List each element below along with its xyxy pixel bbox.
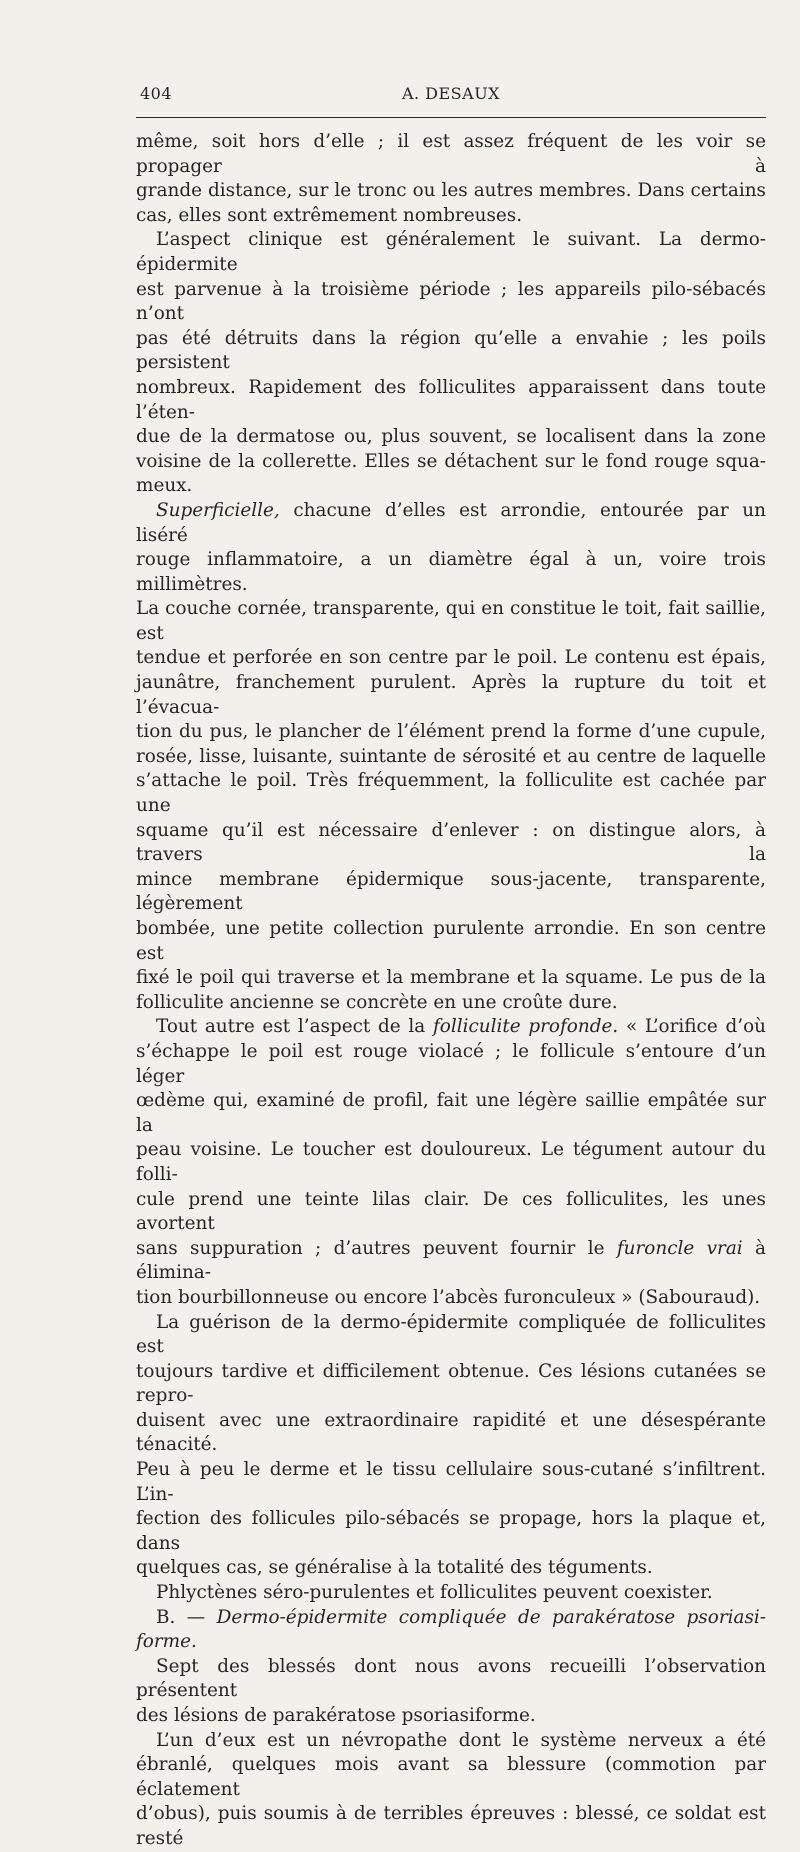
- text-line: [136, 474, 766, 499]
- text-line: [136, 1581, 766, 1606]
- text-run: Peu à peu le derme et le tissu cellulaire sous-cutané s’infiltrent. L’in-: [136, 1459, 766, 1505]
- text-run: bombée, une petite collection purulente arrondie. En son centre est: [136, 918, 766, 964]
- text-run: rosée, lisse, luisante, suintante de sérosité et au centre de laquelle: [136, 745, 766, 767]
- text-line: [136, 597, 766, 646]
- text-run: meux.: [136, 475, 193, 497]
- text-run: Tout autre est l’aspect de la: [156, 1016, 433, 1038]
- text-line: [136, 1237, 766, 1286]
- text-run: fection des follicules pilo-sébacés se propage, hors la plaque et, dans: [136, 1508, 766, 1554]
- text-line: [136, 1704, 766, 1729]
- text-run: s’échappe le poil est rouge violacé ; le follicule s’entoure d’un léger: [136, 1040, 766, 1087]
- text-run: « L’orifice d’où: [618, 1016, 766, 1038]
- text-line: [136, 278, 766, 327]
- running-head-author: A. DESAUX: [401, 84, 501, 103]
- text-run: même, soit hors d’elle ; il est assez fréquent de les voir se propager à: [136, 131, 766, 177]
- text-run: tion bourbillonneuse ou encore l’abcès furonculeux » (Sabouraud).: [136, 1286, 761, 1308]
- text-line: [136, 1089, 766, 1138]
- text-line: [136, 966, 766, 991]
- text-run: quelques cas, se généralise à la totalité des téguments.: [136, 1557, 653, 1579]
- text-run: folliculite ancienne se concrète en une croûte dure.: [136, 991, 618, 1013]
- text-run: nombreux. Rapidement des folliculites apparaissent dans toute l’éten-: [136, 376, 766, 423]
- text-line: [136, 1753, 766, 1802]
- text-run: chacune d’elles est arrondie, entourée par un liséré: [136, 499, 766, 546]
- text-run: des lésions de parakératose psoriasiforme.: [136, 1705, 536, 1726]
- text-run: B. —: [156, 1606, 217, 1628]
- text-line: [136, 1802, 766, 1851]
- text-line: [136, 671, 766, 720]
- italic-text: forme.: [136, 1631, 197, 1653]
- text-line: [136, 1458, 766, 1507]
- text-line: [136, 499, 766, 548]
- text-line: [136, 1188, 766, 1237]
- text-run: fixé le poil qui traverse et la membrane et la squame. Le pus de la: [136, 967, 766, 989]
- text-line: [136, 1409, 766, 1458]
- text-line: [136, 1606, 766, 1631]
- text-line: [136, 204, 766, 229]
- text-run: L’un d’eux est un névropathe dont le système nerveux a été: [156, 1729, 766, 1751]
- body-text: [136, 130, 766, 1852]
- text-line: [136, 1630, 766, 1655]
- text-run: Sept des blessés dont nous avons recueilli l’observation présentent: [136, 1655, 766, 1702]
- text-line: [136, 1729, 766, 1754]
- text-line: [136, 179, 766, 204]
- header-rule: [136, 117, 766, 118]
- text-run: pas été détruits dans la région qu’elle a envahie ; les poils persistent: [136, 327, 766, 374]
- italic-text: furoncle vrai: [616, 1237, 743, 1259]
- text-line: [136, 425, 766, 450]
- text-run: sans suppuration ; d’autres peuvent fournir le: [136, 1237, 617, 1259]
- text-run: s’attache le poil. Très fréquemment, la folliculite est cachée par une: [136, 770, 766, 817]
- text-run: cule prend une teinte lilas clair. De ces folliculites, les unes avortent: [136, 1188, 766, 1235]
- text-run: d’obus), puis soumis à de terribles épreuves : blessé, ce soldat est resté: [136, 1803, 766, 1849]
- text-line: [136, 646, 766, 671]
- text-line: [136, 1311, 766, 1360]
- text-line: [136, 1507, 766, 1556]
- italic-text: Superficielle,: [156, 499, 280, 521]
- text-run: ébranlé, quelques mois avant sa blessure (commotion par éclatement: [136, 1754, 766, 1800]
- text-run: cas, elles sont extrêmement nombreuses.: [136, 204, 523, 226]
- text-line: [136, 1286, 766, 1311]
- text-run: peau voisine. Le toucher est douloureux. Le tégument autour du folli-: [136, 1139, 766, 1185]
- text-line: [136, 1138, 766, 1187]
- text-line: [136, 1015, 766, 1040]
- text-line: [136, 228, 766, 277]
- text-line: [136, 868, 766, 917]
- text-line: [136, 769, 766, 818]
- text-run: grande distance, sur le tronc ou les autres membres. Dans certains: [136, 180, 766, 202]
- text-line: [136, 130, 766, 179]
- text-line: [136, 745, 766, 770]
- text-line: [136, 1655, 766, 1704]
- text-line: [136, 1040, 766, 1089]
- text-line: [136, 548, 766, 597]
- text-run: L’aspect clinique est généralement le suivant. La dermo-épidermite: [136, 229, 766, 275]
- text-run: due de la dermatose ou, plus souvent, se localisent dans la zone: [136, 426, 766, 448]
- text-run: La guérison de la dermo-épidermite compliquée de folliculites est: [136, 1311, 766, 1358]
- text-run: mince membrane épidermique sous-jacente, transparente, légèrement: [136, 868, 766, 915]
- text-run: duisent avec une extraordinaire rapidité et une désespérante ténacité.: [136, 1409, 766, 1456]
- text-line: [136, 327, 766, 376]
- text-run: œdème qui, examiné de profil, fait une légère saillie empâtée sur la: [136, 1090, 766, 1136]
- text-line: [136, 1360, 766, 1409]
- page-number: 404: [140, 84, 173, 103]
- text-run: Phlyctènes séro-purulentes et folliculites peuvent coexister.: [156, 1582, 713, 1604]
- text-line: [136, 376, 766, 425]
- text-run: rouge inflammatoire, a un diamètre égal à un, voire trois millimètres.: [136, 549, 766, 595]
- text-line: [136, 991, 766, 1016]
- text-run: est parvenue à la troisième période ; les appareils pilo-sébacés n’ont: [136, 278, 766, 325]
- text-line: [136, 917, 766, 966]
- text-run: voisine de la collerette. Elles se détachent sur le fond rouge squa-: [136, 450, 766, 472]
- text-run: jaunâtre, franchement purulent. Après la rupture du toit et l’évacua-: [136, 672, 766, 718]
- italic-text: Dermo-épidermite compliquée de parakératose psoriasi-: [216, 1606, 766, 1628]
- text-line: [136, 720, 766, 745]
- text-line: [136, 1556, 766, 1581]
- text-line: [136, 450, 766, 475]
- text-run: tion du pus, le plancher de l’élément prend la forme d’une cupule,: [136, 721, 766, 743]
- text-run: La couche cornée, transparente, qui en constitue le toit, fait saillie, est: [136, 598, 766, 644]
- text-line: [136, 819, 766, 868]
- text-run: squame qu’il est nécessaire d’enlever : on distingue alors, à travers la: [136, 819, 766, 866]
- italic-text: folliculite profonde.: [432, 1016, 619, 1038]
- running-header: [136, 84, 766, 108]
- text-run: à élimina-: [136, 1237, 767, 1284]
- text-run: tendue et perforée en son centre par le poil. Le contenu est épais,: [136, 647, 766, 669]
- text-run: toujours tardive et difficilement obtenue. Ces lésions cutanées se repro-: [136, 1360, 766, 1407]
